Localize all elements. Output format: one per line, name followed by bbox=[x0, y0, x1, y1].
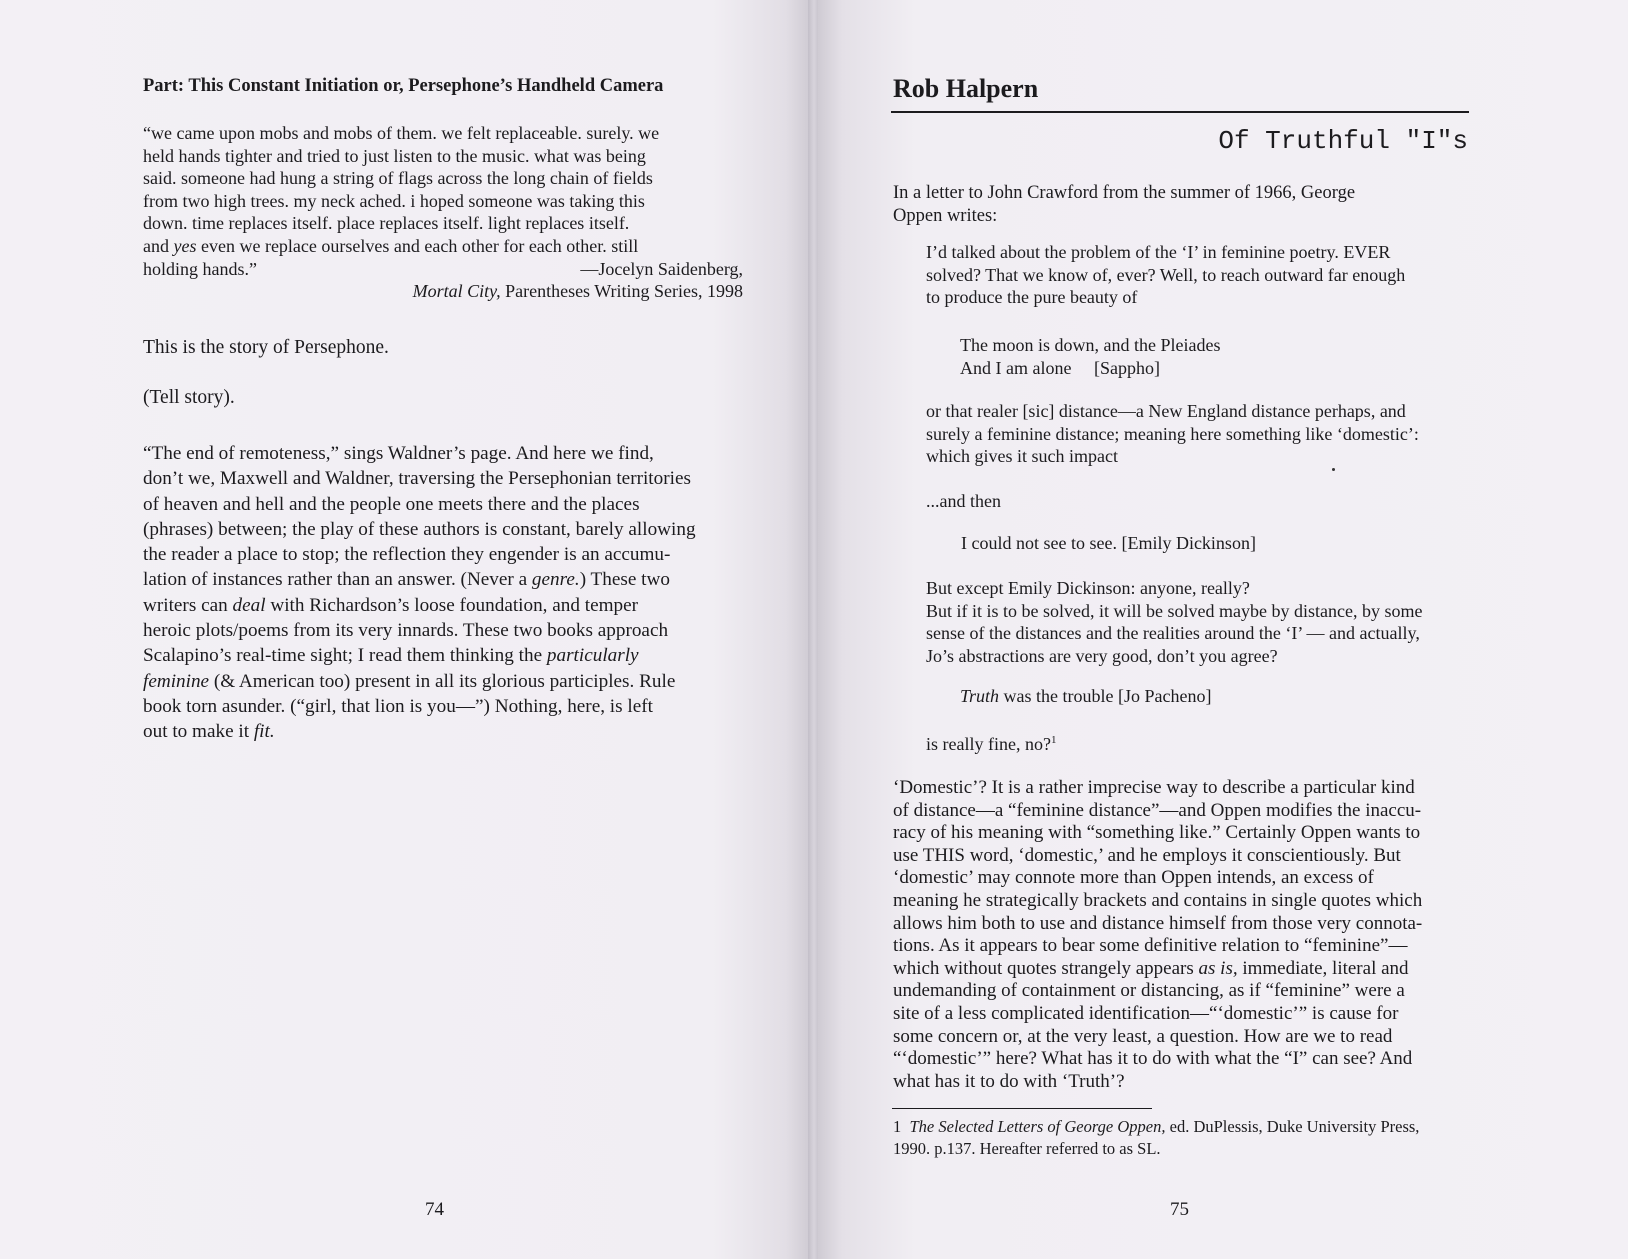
paragraph-2: (Tell story). bbox=[143, 387, 235, 408]
epigraph-line: said. someone had hung a string of flags across the long chain of fields bbox=[143, 168, 653, 189]
essay-title: Of Truthful "I"s bbox=[1218, 126, 1468, 156]
main-paragraph bbox=[893, 777, 1478, 1093]
truth-line bbox=[960, 685, 1545, 708]
footnote-number: 1 bbox=[893, 1117, 902, 1136]
paragraph-1: This is the story of Persephone. bbox=[143, 337, 389, 358]
text-line: to produce the pure beauty of bbox=[926, 287, 1138, 307]
text-line: book torn asunder. (“girl, that lion is you—”) Nothing, here, is left bbox=[143, 695, 653, 717]
text-line: In a letter to John Crawford from the summer of 1966, George bbox=[893, 183, 1356, 203]
page-number-left: 74 bbox=[425, 1199, 444, 1220]
text-line: Jo’s abstractions are very good, don’t you agree? bbox=[926, 645, 1278, 666]
stray-dot bbox=[1332, 468, 1335, 471]
text-run: with Richardson’s loose foundation, and temper bbox=[265, 594, 639, 616]
text-line: sense of the distances and the realities around the ‘I’ — and actually, bbox=[926, 623, 1420, 643]
text-run: immediate, literal and bbox=[1237, 957, 1409, 979]
text-line: don’t we, Maxwell and Waldner, traversing the Persephonian territories bbox=[143, 468, 691, 490]
text-line: the reader a place to stop; the reflection they engender is an accumu- bbox=[143, 544, 671, 566]
text-run: Scalapino’s real-time sight; I read them thinking the bbox=[143, 645, 547, 667]
italic-run: fit. bbox=[253, 721, 275, 743]
text-run: lation of instances rather than an answer. (Never a bbox=[143, 569, 532, 591]
text-run: holding hands.” bbox=[143, 258, 257, 279]
running-head: Part: This Constant Initiation or, Persephone’s Handheld Camera bbox=[143, 76, 664, 96]
block-quote-3 bbox=[926, 577, 1486, 667]
epigraph-line-last bbox=[143, 258, 743, 281]
epigraph bbox=[143, 122, 743, 303]
attribution-source bbox=[143, 280, 743, 303]
text-line bbox=[143, 567, 743, 592]
epigraph-line: held hands tighter and tried to just listen to the music. what was being bbox=[143, 145, 646, 166]
text-line: of distance—a “feminine distance”—and Oppen modifies the inaccu- bbox=[893, 799, 1422, 821]
and-then: ...and then bbox=[926, 491, 1001, 511]
footnote-title: The Selected Letters of George Oppen, bbox=[909, 1117, 1166, 1136]
text-line: But except Emily Dickinson: anyone, really? bbox=[926, 578, 1250, 598]
text-run: ) These two bbox=[579, 569, 670, 591]
text-line: (phrases) between; the play of these authors is constant, barely allowing bbox=[143, 518, 696, 540]
left-page bbox=[0, 0, 810, 1259]
text-line: tions. As it appears to bear some definitive relation to “feminine”— bbox=[893, 935, 1408, 957]
epigraph-line: “we came upon mobs and mobs of them. we felt replaceable. surely. we bbox=[143, 123, 660, 143]
verse-line: And I am alone [Sappho] bbox=[960, 357, 1160, 378]
footnote bbox=[893, 1116, 1453, 1160]
text-line: undemanding of containment or distancing, as if “feminine” were a bbox=[893, 980, 1405, 1002]
text-line bbox=[143, 643, 743, 668]
italic-run: genre. bbox=[531, 569, 580, 591]
text-line: some concern or, at the very least, a question. How are we to read bbox=[893, 1025, 1393, 1047]
italic-run: feminine bbox=[143, 670, 210, 692]
fine-line bbox=[926, 733, 1511, 756]
epigraph-line: from two high trees. my neck ached. i hoped someone was taking this bbox=[143, 190, 645, 211]
page-number-right: 75 bbox=[1170, 1199, 1189, 1220]
text-line: I’d talked about the problem of the ‘I’ in feminine poetry. EVER bbox=[926, 242, 1391, 262]
text-run: was the trouble [Jo Pacheno] bbox=[999, 686, 1212, 706]
verse-line: The moon is down, and the Pleiades bbox=[960, 335, 1221, 355]
right-page bbox=[818, 0, 1628, 1259]
text-run: ed. DuPlessis, Duke University Press, bbox=[1165, 1117, 1420, 1136]
paragraph-3 bbox=[143, 441, 743, 745]
dickinson-quote: I could not see to see. [Emily Dickinson] bbox=[961, 533, 1256, 553]
text-line: solved? That we know of, ever? Well, to reach outward far enough bbox=[926, 264, 1406, 285]
text-line: allows him both to use and distance himself from those very connota- bbox=[893, 912, 1423, 934]
text-line bbox=[143, 593, 743, 618]
italic-run: deal bbox=[232, 594, 266, 616]
text-line: racy of his meaning with “something like.” Certainly Oppen wants to bbox=[893, 822, 1421, 844]
italic-run: as is, bbox=[1198, 957, 1238, 979]
text-line: heroic plots/poems from its very innards. These two books approach bbox=[143, 620, 669, 642]
text-line: use THIS word, ‘domestic,’ and he employs it conscientiously. But bbox=[893, 844, 1401, 866]
text-run: is really fine, no? bbox=[926, 734, 1051, 754]
title-rule bbox=[891, 111, 1469, 113]
text-line: But if it is to be solved, it will be solved maybe by distance, by some bbox=[926, 600, 1423, 621]
text-run: (& American too) present in all its glorious participles. Rule bbox=[209, 670, 676, 692]
text-line: meaning he strategically brackets and contains in single quotes which bbox=[893, 889, 1423, 911]
italic-run: Truth bbox=[960, 686, 1000, 706]
footnote-line: 1990. p.137. Hereafter referred to as SL. bbox=[893, 1139, 1161, 1158]
sappho-verse bbox=[960, 334, 1460, 379]
text-run: which without quotes strangely appears bbox=[893, 957, 1199, 979]
text-run: even we replace ourselves and each other for each other. still bbox=[196, 235, 639, 256]
attribution-name: —Jocelyn Saidenberg, bbox=[580, 258, 743, 279]
text-line: site of a less complicated identification—“‘domestic’” is cause for bbox=[893, 1002, 1399, 1024]
text-line bbox=[143, 719, 743, 744]
text-run: and bbox=[143, 235, 174, 256]
text-run: out to make it bbox=[143, 721, 254, 743]
text-line: “The end of remoteness,” sings Waldner’s page. And here we find, bbox=[143, 443, 654, 464]
text-line: Oppen writes: bbox=[893, 205, 998, 226]
text-line: surely a feminine distance; meaning here something like ‘domestic’: bbox=[926, 423, 1419, 444]
italic-run: yes bbox=[173, 235, 197, 256]
block-quote-1 bbox=[926, 241, 1486, 309]
author-name: Rob Halpern bbox=[893, 74, 1039, 103]
text-line: which gives it such impact bbox=[926, 446, 1118, 466]
text-line bbox=[893, 958, 1478, 981]
footnote-line bbox=[893, 1116, 1453, 1138]
intro-paragraph bbox=[893, 182, 1478, 227]
text-line: ‘Domestic’? It is a rather imprecise way to describe a particular kind bbox=[893, 777, 1415, 798]
book-title: Mortal City, bbox=[412, 281, 501, 302]
footnote-ref: 1 bbox=[1050, 734, 1057, 746]
epigraph-line bbox=[143, 235, 743, 258]
block-quote-2 bbox=[926, 400, 1486, 468]
text-run: Parentheses Writing Series, 1998 bbox=[500, 281, 743, 302]
text-run: writers can bbox=[143, 594, 233, 616]
text-line: or that realer [sic] distance—a New England distance perhaps, and bbox=[926, 401, 1406, 421]
text-line: “‘domestic’” here? What has it to do with what the “I” can see? And bbox=[893, 1048, 1413, 1070]
italic-run: particularly bbox=[546, 645, 639, 667]
text-line: what has it to do with ‘Truth’? bbox=[893, 1070, 1125, 1092]
text-line: ‘domestic’ may connote more than Oppen intends, an excess of bbox=[893, 867, 1374, 889]
footnote-rule bbox=[892, 1108, 1152, 1109]
text-line: of heaven and hell and the people one meets there and the places bbox=[143, 493, 640, 515]
text-line bbox=[143, 669, 743, 694]
epigraph-line: down. time replaces itself. place replaces itself. light replaces itself. bbox=[143, 213, 630, 234]
